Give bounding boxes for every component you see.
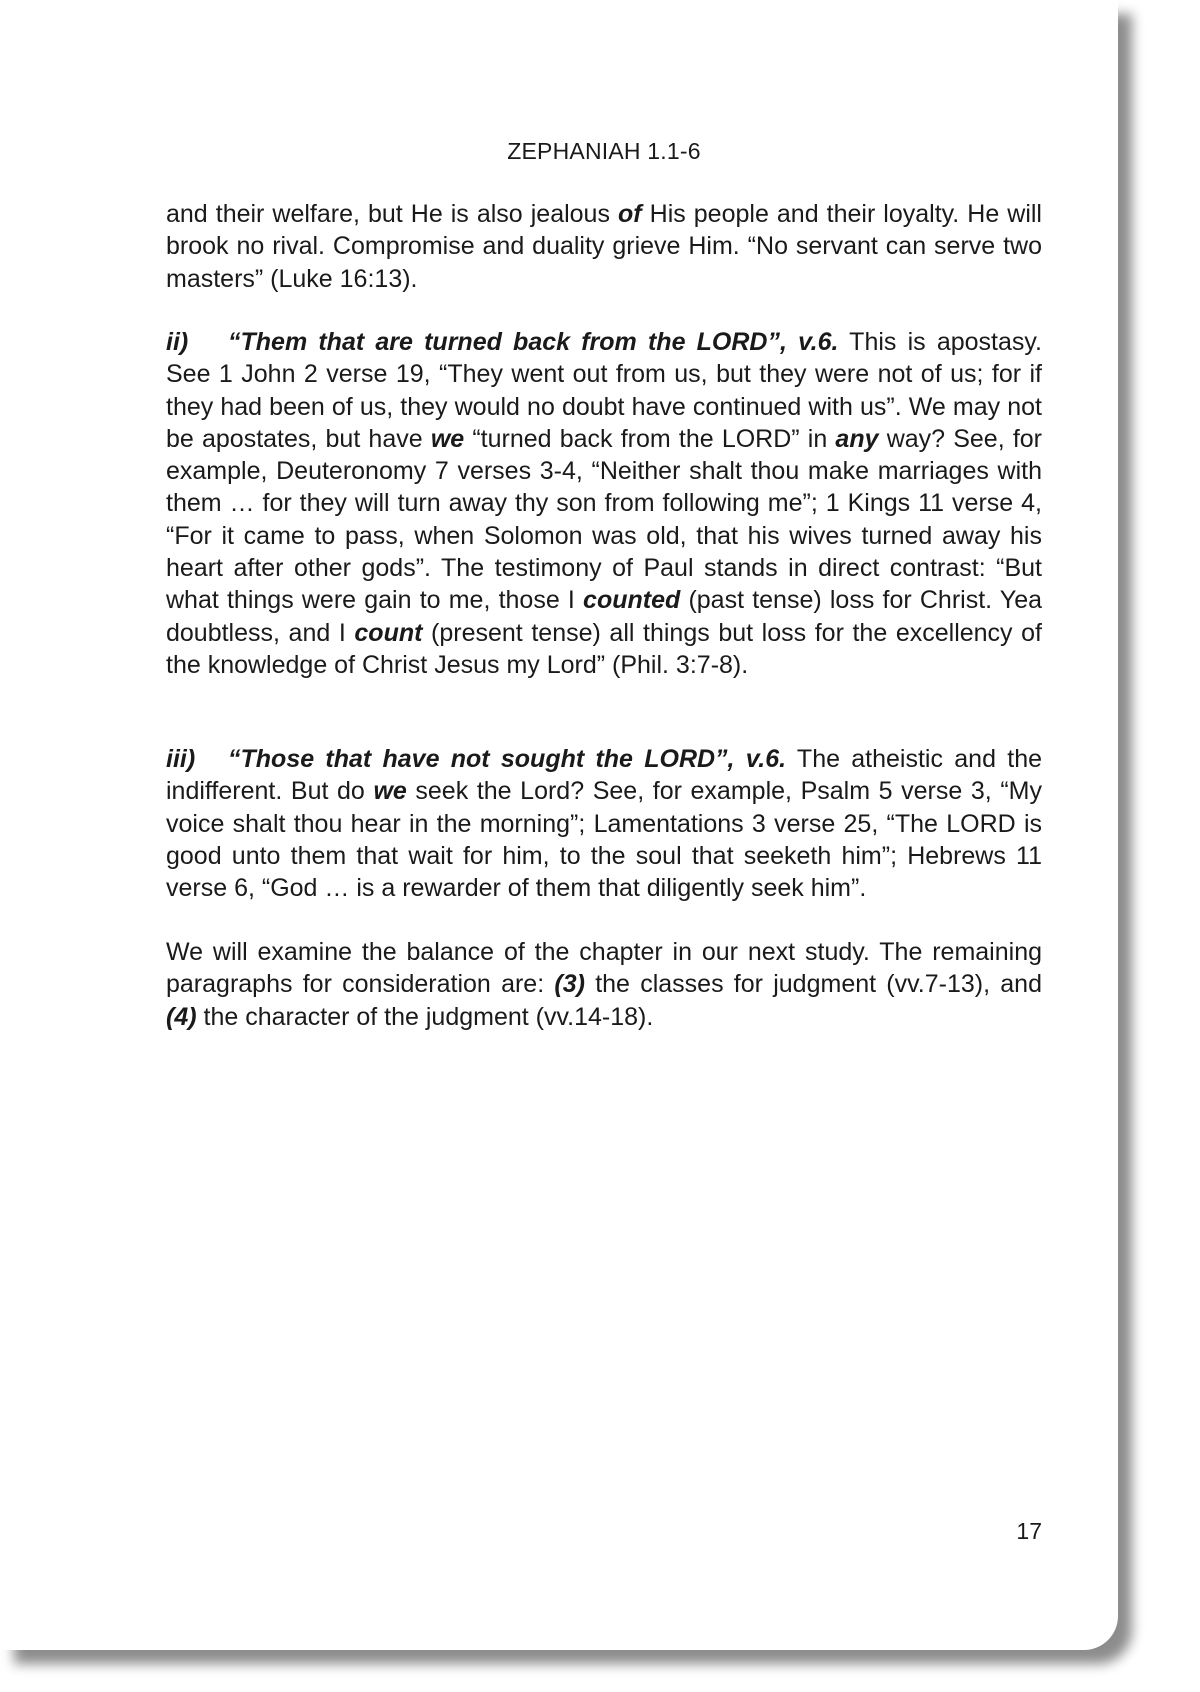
text-run: and their welfare, but He is also jealous <box>166 200 618 228</box>
text-run: the character of the judgment (vv.14-18). <box>196 1002 654 1031</box>
emphasis: we <box>373 777 407 806</box>
paragraph-point-iii <box>166 743 1042 904</box>
text-run: (past tense) loss for Christ. Yea doubtless, and I <box>166 586 1042 647</box>
emphasis: any <box>835 424 879 453</box>
paragraph-conclusion <box>166 936 1042 1033</box>
text-run: (present tense) all things but loss for the excellency of the knowledge of Christ Jesus my Lord” (Phil. 3:7-8). <box>166 618 1042 679</box>
text-run: The atheistic and the indifferent. But do <box>166 745 1042 806</box>
emphasis: (3) <box>554 970 585 999</box>
text-run: the classes for judgment (vv.7-13), and <box>584 970 1042 999</box>
text-run: seek the Lord? See, for example, Psalm 5 verse 3, “My voice shalt thou hear in the morning”; Lamentations 3 verse 25, “The LORD is good unto them that wait for him, to the soul that seeketh him”; Hebrews 11 verse 6, “God … is a rewarder of them that diligently seek him”. <box>166 777 1042 903</box>
point-heading: “Them that are turned back from the LORD”, v.6. <box>228 328 839 356</box>
text-run: This is apostasy. See 1 John 2 verse 19, “They went out from us, but they were not of us; for if they had been of us, they would no doubt have continued with us”. We may not be apostates, but have <box>166 328 1042 453</box>
emphasis: we <box>430 424 465 453</box>
text-run: We will examine the balance of the chapter in our next study. The remaining paragraphs for consideration are: <box>166 938 1042 999</box>
emphasis: counted <box>583 586 681 615</box>
emphasis: of <box>618 200 642 228</box>
paragraph-continuation <box>166 198 1042 295</box>
page-number: 17 <box>1016 1518 1042 1544</box>
running-head: ZEPHANIAH 1.1-6 <box>507 138 701 164</box>
text-run: His people and their loyalty. He will brook no rival. Compromise and duality grieve Him. “No servant can serve two masters” (Luke 16:13). <box>166 200 1042 293</box>
point-heading: “Those that have not sought the LORD”, v.6. <box>228 745 787 773</box>
emphasis: (4) <box>166 1002 197 1031</box>
text-run: way? See, for example, Deuteronomy 7 verses 3-4, “Neither shalt thou make marriages with them … for they will turn away thy son from following me”; 1 Kings 11 verse 4, “For it came to pass, when Solomon was old, that his wives turned away his heart after other gods”. The testimony of Paul stands in direct contrast: “But what things were gain to me, those I <box>166 424 1042 615</box>
point-number: ii) <box>166 328 189 356</box>
paragraph-point-ii <box>166 326 1042 681</box>
emphasis: count <box>354 618 423 647</box>
point-number: iii) <box>166 745 196 773</box>
text-run: “turned back from the LORD” in <box>464 424 836 453</box>
